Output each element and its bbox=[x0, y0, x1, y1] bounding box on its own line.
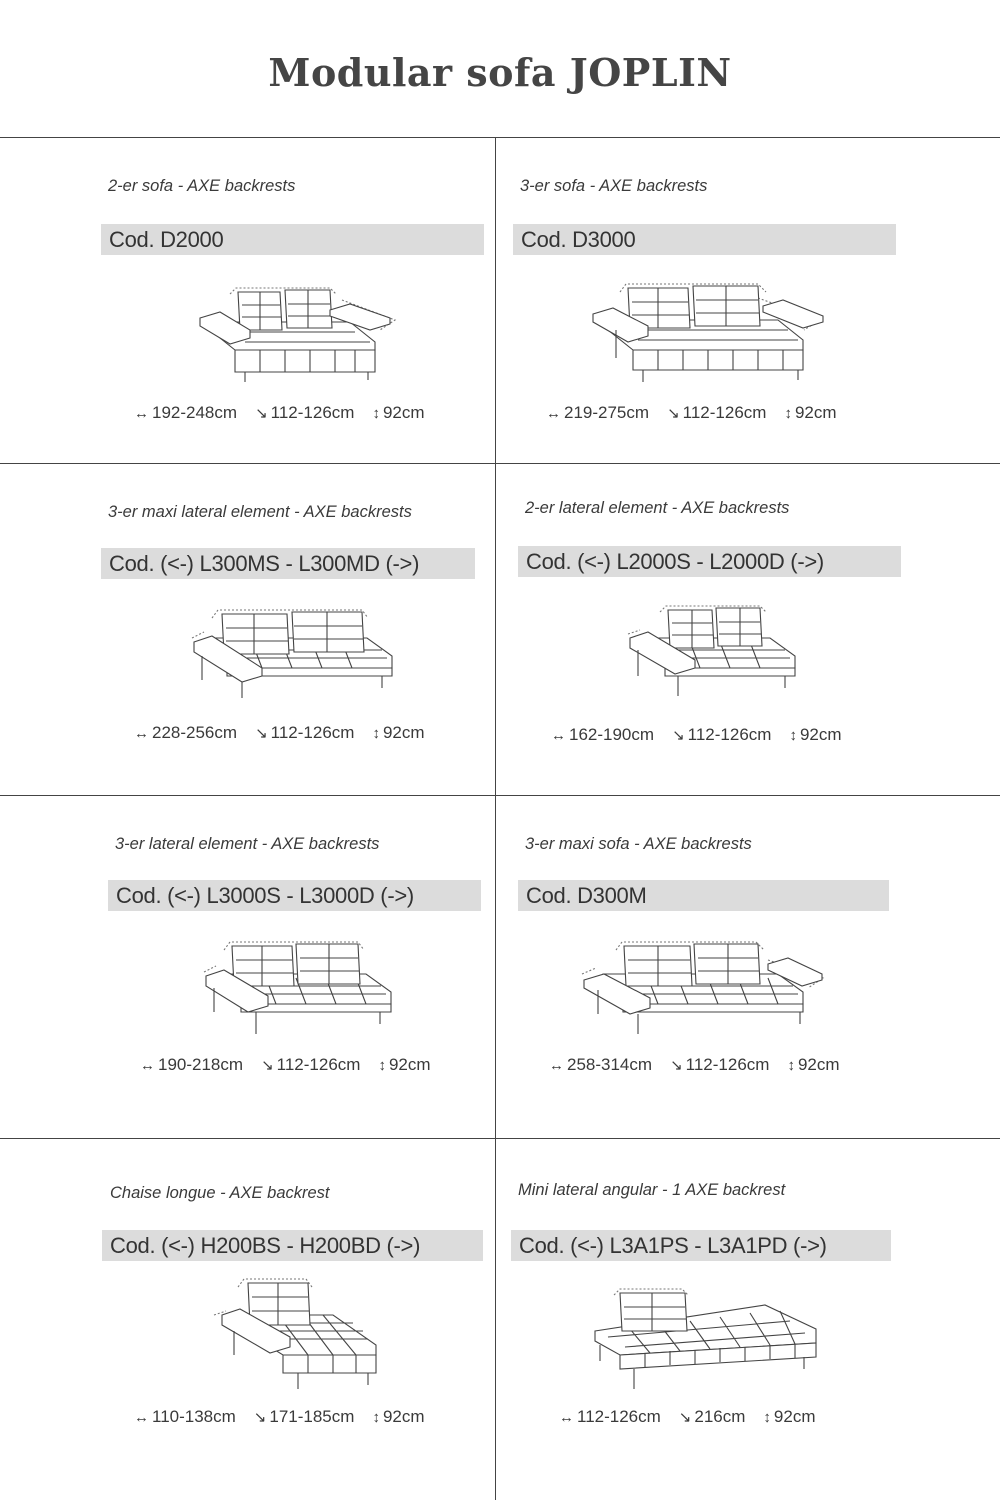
height-value: 92cm bbox=[797, 1055, 840, 1074]
depth-icon: ↘ bbox=[261, 1057, 274, 1074]
height-icon: ↕ bbox=[372, 1409, 380, 1426]
product-code: Cod. (<-) L2000S - L2000D (->) bbox=[518, 546, 901, 577]
dimensions bbox=[559, 1407, 815, 1427]
height-value: 92cm bbox=[382, 723, 425, 742]
depth-value: 171-185cm bbox=[269, 1407, 355, 1426]
dimensions bbox=[134, 1407, 425, 1427]
height-icon: ↕ bbox=[372, 405, 380, 422]
product-subtitle: 3-er maxi lateral element - AXE backrests bbox=[108, 503, 412, 521]
width-icon: ↔ bbox=[546, 405, 561, 422]
height-icon: ↕ bbox=[372, 725, 380, 742]
width-value: 258-314cm bbox=[567, 1055, 653, 1074]
width-icon: ↔ bbox=[134, 1409, 149, 1426]
height-value: 92cm bbox=[388, 1055, 431, 1074]
height-icon: ↕ bbox=[784, 405, 792, 422]
width-value: 112-126cm bbox=[577, 1407, 661, 1426]
height-icon: ↕ bbox=[787, 1057, 795, 1074]
dimensions bbox=[140, 1055, 431, 1075]
product-code: Cod. D3000 bbox=[513, 224, 896, 255]
dimensions bbox=[549, 1055, 840, 1075]
width-icon: ↔ bbox=[134, 725, 149, 742]
width-value: 162-190cm bbox=[569, 725, 655, 744]
depth-icon: ↘ bbox=[667, 405, 680, 422]
product-code: Cod. (<-) L3000S - L3000D (->) bbox=[108, 880, 481, 911]
height-value: 92cm bbox=[794, 403, 837, 422]
width-icon: ↔ bbox=[549, 1057, 564, 1074]
depth-value: 112-126cm bbox=[685, 1055, 770, 1074]
two-seat-lateral-drawing bbox=[620, 598, 800, 703]
dimensions bbox=[546, 403, 837, 423]
height-value: 92cm bbox=[382, 1407, 425, 1426]
depth-icon: ↘ bbox=[670, 1057, 683, 1074]
width-icon: ↔ bbox=[140, 1057, 155, 1074]
product-code: Cod. D300M bbox=[518, 880, 889, 911]
divider bbox=[0, 137, 1000, 138]
dimensions bbox=[134, 723, 425, 743]
depth-icon: ↘ bbox=[678, 1409, 692, 1426]
depth-value: 112-126cm bbox=[687, 725, 772, 744]
width-value: 190-218cm bbox=[158, 1055, 244, 1074]
height-value: 92cm bbox=[382, 403, 425, 422]
width-icon: ↔ bbox=[559, 1409, 574, 1426]
chaise-longue-drawing bbox=[208, 1275, 383, 1395]
product-code: Cod. (<-) H200BS - H200BD (->) bbox=[102, 1230, 483, 1261]
column-divider bbox=[495, 137, 496, 1500]
dimensions bbox=[551, 725, 842, 745]
page-title: Modular sofa JOPLIN bbox=[268, 50, 732, 95]
product-subtitle: Mini lateral angular - 1 AXE backrest bbox=[518, 1181, 786, 1199]
depth-icon: ↘ bbox=[255, 405, 268, 422]
divider bbox=[0, 795, 1000, 796]
height-value: 92cm bbox=[773, 1407, 816, 1426]
mini-lateral-angular-drawing bbox=[590, 1285, 820, 1395]
product-subtitle: 3-er lateral element - AXE backrests bbox=[115, 835, 380, 853]
three-seat-lateral-drawing bbox=[196, 930, 401, 1040]
height-icon: ↕ bbox=[378, 1057, 386, 1074]
two-seat-sofa-drawing bbox=[190, 280, 410, 385]
depth-value: 112-126cm bbox=[682, 403, 767, 422]
product-code: Cod. (<-) L3A1PS - L3A1PD (->) bbox=[511, 1230, 891, 1261]
product-subtitle: 3-er maxi sofa - AXE backrests bbox=[525, 835, 752, 853]
width-value: 228-256cm bbox=[152, 723, 238, 742]
depth-value: 112-126cm bbox=[270, 723, 355, 742]
width-value: 219-275cm bbox=[564, 403, 650, 422]
height-icon: ↕ bbox=[763, 1409, 771, 1426]
depth-icon: ↘ bbox=[253, 1409, 267, 1426]
product-code: Cod. D2000 bbox=[101, 224, 484, 255]
three-seat-sofa-drawing bbox=[588, 270, 828, 385]
depth-value: 216cm bbox=[694, 1407, 746, 1426]
product-subtitle: Chaise longue - AXE backrest bbox=[110, 1184, 330, 1202]
product-code: Cod. (<-) L300MS - L300MD (->) bbox=[101, 548, 475, 579]
width-value: 192-248cm bbox=[152, 403, 238, 422]
divider bbox=[0, 1138, 1000, 1139]
width-icon: ↔ bbox=[551, 727, 566, 744]
dimensions bbox=[134, 403, 425, 423]
product-subtitle: 2-er lateral element - AXE backrests bbox=[525, 499, 790, 517]
depth-value: 112-126cm bbox=[276, 1055, 361, 1074]
width-icon: ↔ bbox=[134, 405, 149, 422]
depth-icon: ↘ bbox=[672, 727, 685, 744]
height-icon: ↕ bbox=[789, 727, 797, 744]
product-subtitle: 2-er sofa - AXE backrests bbox=[108, 177, 296, 195]
maxi-lateral-element-drawing bbox=[182, 598, 402, 703]
width-value: 110-138cm bbox=[152, 1407, 236, 1426]
product-subtitle: 3-er sofa - AXE backrests bbox=[520, 177, 708, 195]
depth-icon: ↘ bbox=[255, 725, 268, 742]
divider bbox=[0, 463, 1000, 464]
depth-value: 112-126cm bbox=[270, 403, 355, 422]
maxi-sofa-drawing bbox=[578, 930, 828, 1040]
height-value: 92cm bbox=[799, 725, 842, 744]
